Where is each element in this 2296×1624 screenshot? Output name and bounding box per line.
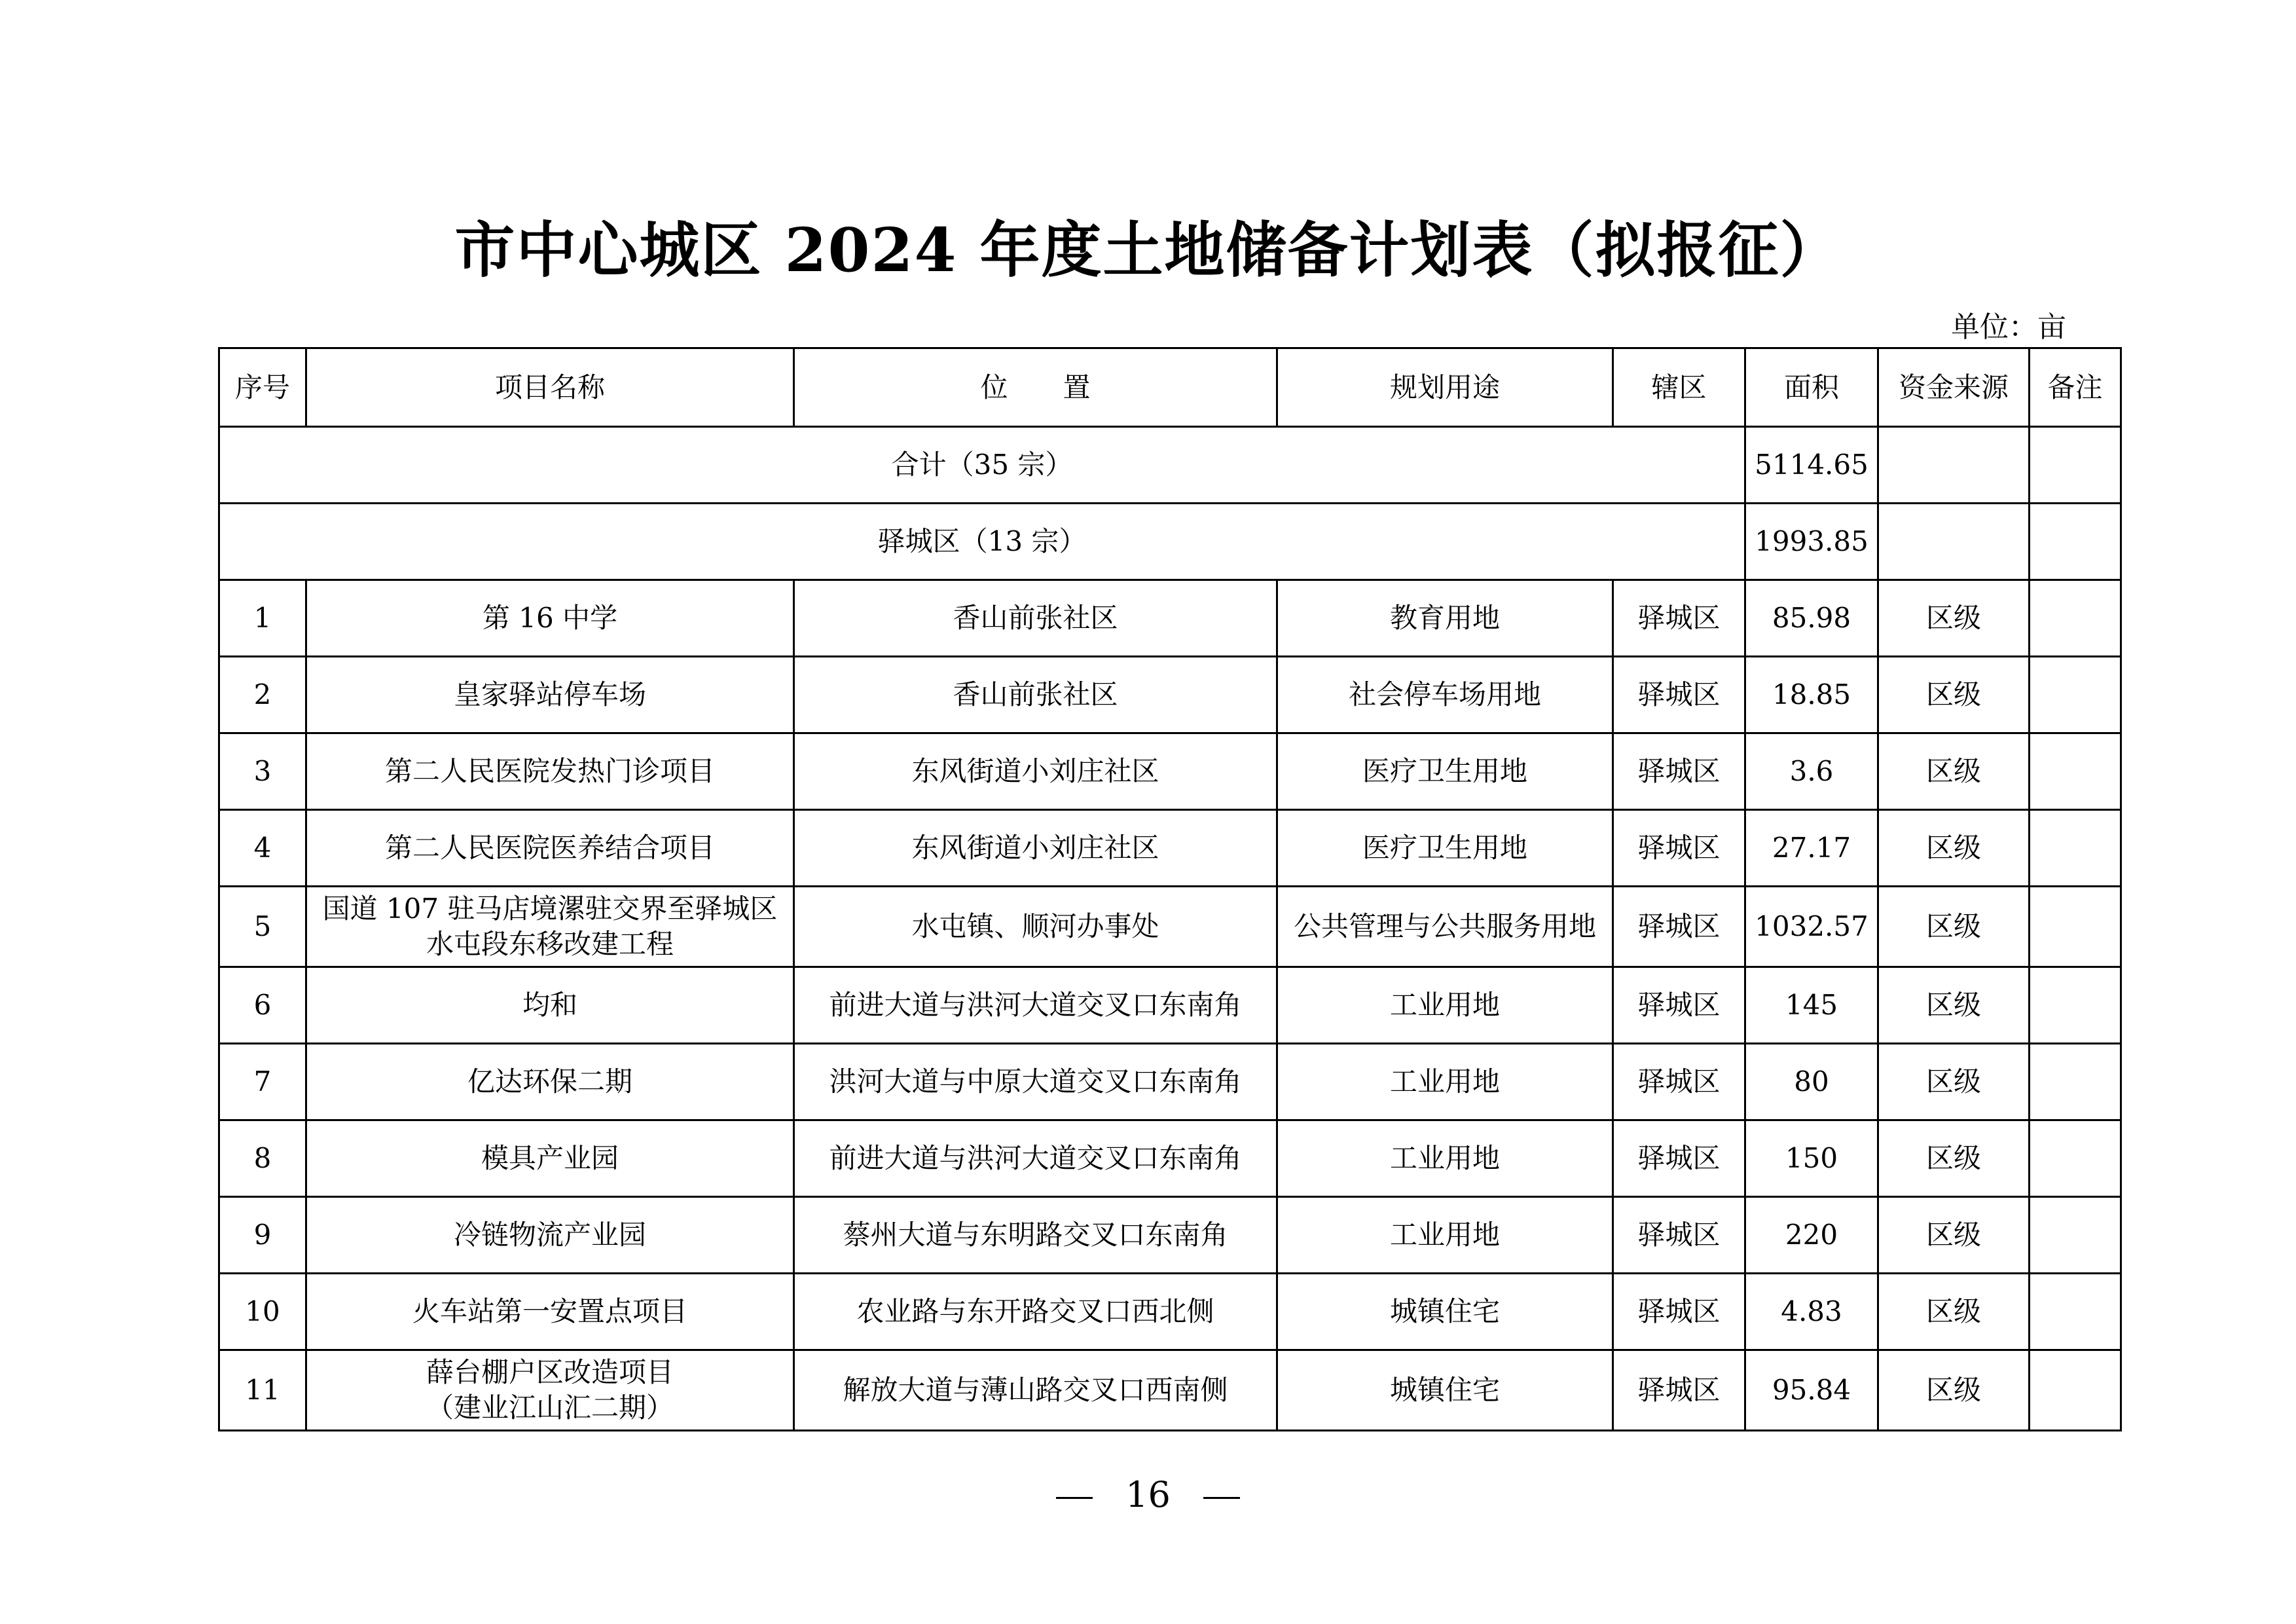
header-note: 备注 bbox=[2030, 348, 2121, 427]
cell-location: 洪河大道与中原大道交叉口东南角 bbox=[794, 1044, 1277, 1120]
table-row bbox=[219, 810, 2121, 887]
subtotal-fund bbox=[1878, 504, 2030, 580]
cell-location: 前进大道与洪河大道交叉口东南角 bbox=[794, 967, 1277, 1044]
land-reserve-table bbox=[218, 347, 2122, 1431]
table-row bbox=[219, 887, 2121, 967]
cell-district: 驿城区 bbox=[1613, 657, 1745, 733]
total-label: 合计（35 宗） bbox=[219, 427, 1745, 504]
table-row bbox=[219, 580, 2121, 657]
cell-seq: 8 bbox=[219, 1120, 306, 1197]
cell-use: 城镇住宅 bbox=[1277, 1274, 1613, 1350]
cell-note bbox=[2030, 1197, 2121, 1274]
cell-location: 东风街道小刘庄社区 bbox=[794, 733, 1277, 810]
header-area: 面积 bbox=[1745, 348, 1878, 427]
header-name: 项目名称 bbox=[306, 348, 794, 427]
cell-district: 驿城区 bbox=[1613, 580, 1745, 657]
cell-area: 80 bbox=[1745, 1044, 1878, 1120]
project-name-line: 冷链物流产业园 bbox=[453, 1219, 646, 1251]
cell-location: 东风街道小刘庄社区 bbox=[794, 810, 1277, 887]
cell-area: 3.6 bbox=[1745, 733, 1878, 810]
cell-note bbox=[2030, 1120, 2121, 1197]
cell-location: 前进大道与洪河大道交叉口东南角 bbox=[794, 1120, 1277, 1197]
cell-use: 城镇住宅 bbox=[1277, 1350, 1613, 1431]
cell-area: 220 bbox=[1745, 1197, 1878, 1274]
cell-area: 18.85 bbox=[1745, 657, 1878, 733]
project-name-line: 模具产业园 bbox=[481, 1142, 619, 1174]
cell-area: 145 bbox=[1745, 967, 1878, 1044]
cell-fund: 区级 bbox=[1878, 733, 2030, 810]
header-location: 位 置 bbox=[794, 348, 1277, 427]
cell-area: 85.98 bbox=[1745, 580, 1878, 657]
total-row bbox=[219, 427, 2121, 504]
cell-use: 工业用地 bbox=[1277, 1120, 1613, 1197]
cell-seq: 1 bbox=[219, 580, 306, 657]
cell-note bbox=[2030, 657, 2121, 733]
cell-note bbox=[2030, 1044, 2121, 1120]
cell-use: 社会停车场用地 bbox=[1277, 657, 1613, 733]
project-name-line: 皇家驿站停车场 bbox=[453, 678, 646, 710]
subtotal-note bbox=[2030, 504, 2121, 580]
header-district: 辖区 bbox=[1613, 348, 1745, 427]
cell-district: 驿城区 bbox=[1613, 810, 1745, 887]
table-row bbox=[219, 1197, 2121, 1274]
project-name-line: 第 16 中学 bbox=[482, 602, 618, 634]
table-row bbox=[219, 733, 2121, 810]
table-row bbox=[219, 1044, 2121, 1120]
table-row bbox=[219, 1274, 2121, 1350]
cell-name bbox=[306, 733, 794, 810]
cell-location: 香山前张社区 bbox=[794, 580, 1277, 657]
cell-name bbox=[306, 1120, 794, 1197]
cell-location: 香山前张社区 bbox=[794, 657, 1277, 733]
cell-fund: 区级 bbox=[1878, 580, 2030, 657]
cell-fund: 区级 bbox=[1878, 657, 2030, 733]
cell-use: 工业用地 bbox=[1277, 1197, 1613, 1274]
cell-fund: 区级 bbox=[1878, 1350, 2030, 1431]
cell-fund: 区级 bbox=[1878, 887, 2030, 967]
header-seq: 序号 bbox=[219, 348, 306, 427]
cell-district: 驿城区 bbox=[1613, 887, 1745, 967]
cell-name bbox=[306, 1350, 794, 1431]
project-name-line-2: （建业江山汇二期） bbox=[426, 1392, 674, 1424]
cell-fund: 区级 bbox=[1878, 967, 2030, 1044]
project-name-line: 均和 bbox=[522, 989, 577, 1021]
project-name-line: 国道 107 驻马店境漯驻交界至驿城区 bbox=[322, 893, 778, 925]
cell-note bbox=[2030, 1350, 2121, 1431]
cell-area: 27.17 bbox=[1745, 810, 1878, 887]
cell-area: 1032.57 bbox=[1745, 887, 1878, 967]
header-fund: 资金来源 bbox=[1878, 348, 2030, 427]
cell-name bbox=[306, 657, 794, 733]
total-fund bbox=[1878, 427, 2030, 504]
cell-use: 教育用地 bbox=[1277, 580, 1613, 657]
cell-use: 公共管理与公共服务用地 bbox=[1277, 887, 1613, 967]
cell-note bbox=[2030, 733, 2121, 810]
header-row bbox=[219, 348, 2121, 427]
cell-fund: 区级 bbox=[1878, 1274, 2030, 1350]
cell-district: 驿城区 bbox=[1613, 967, 1745, 1044]
cell-use: 工业用地 bbox=[1277, 967, 1613, 1044]
cell-seq: 5 bbox=[219, 887, 306, 967]
cell-location: 解放大道与薄山路交叉口西南侧 bbox=[794, 1350, 1277, 1431]
project-name-line: 亿达环保二期 bbox=[467, 1065, 632, 1098]
cell-note bbox=[2030, 810, 2121, 887]
cell-seq: 4 bbox=[219, 810, 306, 887]
cell-seq: 2 bbox=[219, 657, 306, 733]
unit-label: 单位：亩 bbox=[1951, 310, 2066, 344]
cell-district: 驿城区 bbox=[1613, 1274, 1745, 1350]
cell-district: 驿城区 bbox=[1613, 1197, 1745, 1274]
subtotal-area: 1993.85 bbox=[1745, 504, 1878, 580]
cell-fund: 区级 bbox=[1878, 1044, 2030, 1120]
cell-seq: 11 bbox=[219, 1350, 306, 1431]
cell-location: 蔡州大道与东明路交叉口东南角 bbox=[794, 1197, 1277, 1274]
page-footer bbox=[0, 1472, 2296, 1518]
cell-note bbox=[2030, 1274, 2121, 1350]
cell-area: 95.84 bbox=[1745, 1350, 1878, 1431]
cell-note bbox=[2030, 967, 2121, 1044]
table-row bbox=[219, 1350, 2121, 1431]
cell-area: 150 bbox=[1745, 1120, 1878, 1197]
total-note bbox=[2030, 427, 2121, 504]
table-row bbox=[219, 1120, 2121, 1197]
table-row bbox=[219, 657, 2121, 733]
cell-area: 4.83 bbox=[1745, 1274, 1878, 1350]
cell-location: 农业路与东开路交叉口西北侧 bbox=[794, 1274, 1277, 1350]
cell-name bbox=[306, 967, 794, 1044]
project-name-line: 第二人民医院医养结合项目 bbox=[384, 832, 715, 864]
cell-seq: 10 bbox=[219, 1274, 306, 1350]
cell-name bbox=[306, 580, 794, 657]
cell-use: 医疗卫生用地 bbox=[1277, 810, 1613, 887]
cell-district: 驿城区 bbox=[1613, 733, 1745, 810]
total-area: 5114.65 bbox=[1745, 427, 1878, 504]
footer-dash-left bbox=[1056, 1497, 1093, 1499]
cell-name bbox=[306, 1197, 794, 1274]
cell-district: 驿城区 bbox=[1613, 1044, 1745, 1120]
cell-name bbox=[306, 1044, 794, 1120]
document-title: 市中心城区 2024 年度土地储备计划表（拟报征） bbox=[454, 215, 1842, 286]
project-name-line: 薛台棚户区改造项目 bbox=[426, 1356, 674, 1388]
cell-use: 工业用地 bbox=[1277, 1044, 1613, 1120]
header-use: 规划用途 bbox=[1277, 348, 1613, 427]
cell-note bbox=[2030, 887, 2121, 967]
page-number: 16 bbox=[1125, 1474, 1171, 1515]
cell-district: 驿城区 bbox=[1613, 1120, 1745, 1197]
cell-district: 驿城区 bbox=[1613, 1350, 1745, 1431]
cell-seq: 7 bbox=[219, 1044, 306, 1120]
table-row bbox=[219, 967, 2121, 1044]
cell-seq: 3 bbox=[219, 733, 306, 810]
cell-fund: 区级 bbox=[1878, 1197, 2030, 1274]
cell-name bbox=[306, 887, 794, 967]
cell-name bbox=[306, 810, 794, 887]
cell-use: 医疗卫生用地 bbox=[1277, 733, 1613, 810]
project-name-line: 第二人民医院发热门诊项目 bbox=[384, 755, 715, 787]
subtotal-label: 驿城区（13 宗） bbox=[219, 504, 1745, 580]
cell-seq: 6 bbox=[219, 967, 306, 1044]
project-name-line-2: 水屯段东移改建工程 bbox=[426, 928, 674, 960]
cell-note bbox=[2030, 580, 2121, 657]
cell-seq: 9 bbox=[219, 1197, 306, 1274]
cell-fund: 区级 bbox=[1878, 1120, 2030, 1197]
subtotal-row bbox=[219, 504, 2121, 580]
footer-dash-right bbox=[1203, 1497, 1240, 1499]
cell-location: 水屯镇、顺河办事处 bbox=[794, 887, 1277, 967]
cell-name bbox=[306, 1274, 794, 1350]
cell-fund: 区级 bbox=[1878, 810, 2030, 887]
project-name-line: 火车站第一安置点项目 bbox=[412, 1295, 687, 1327]
